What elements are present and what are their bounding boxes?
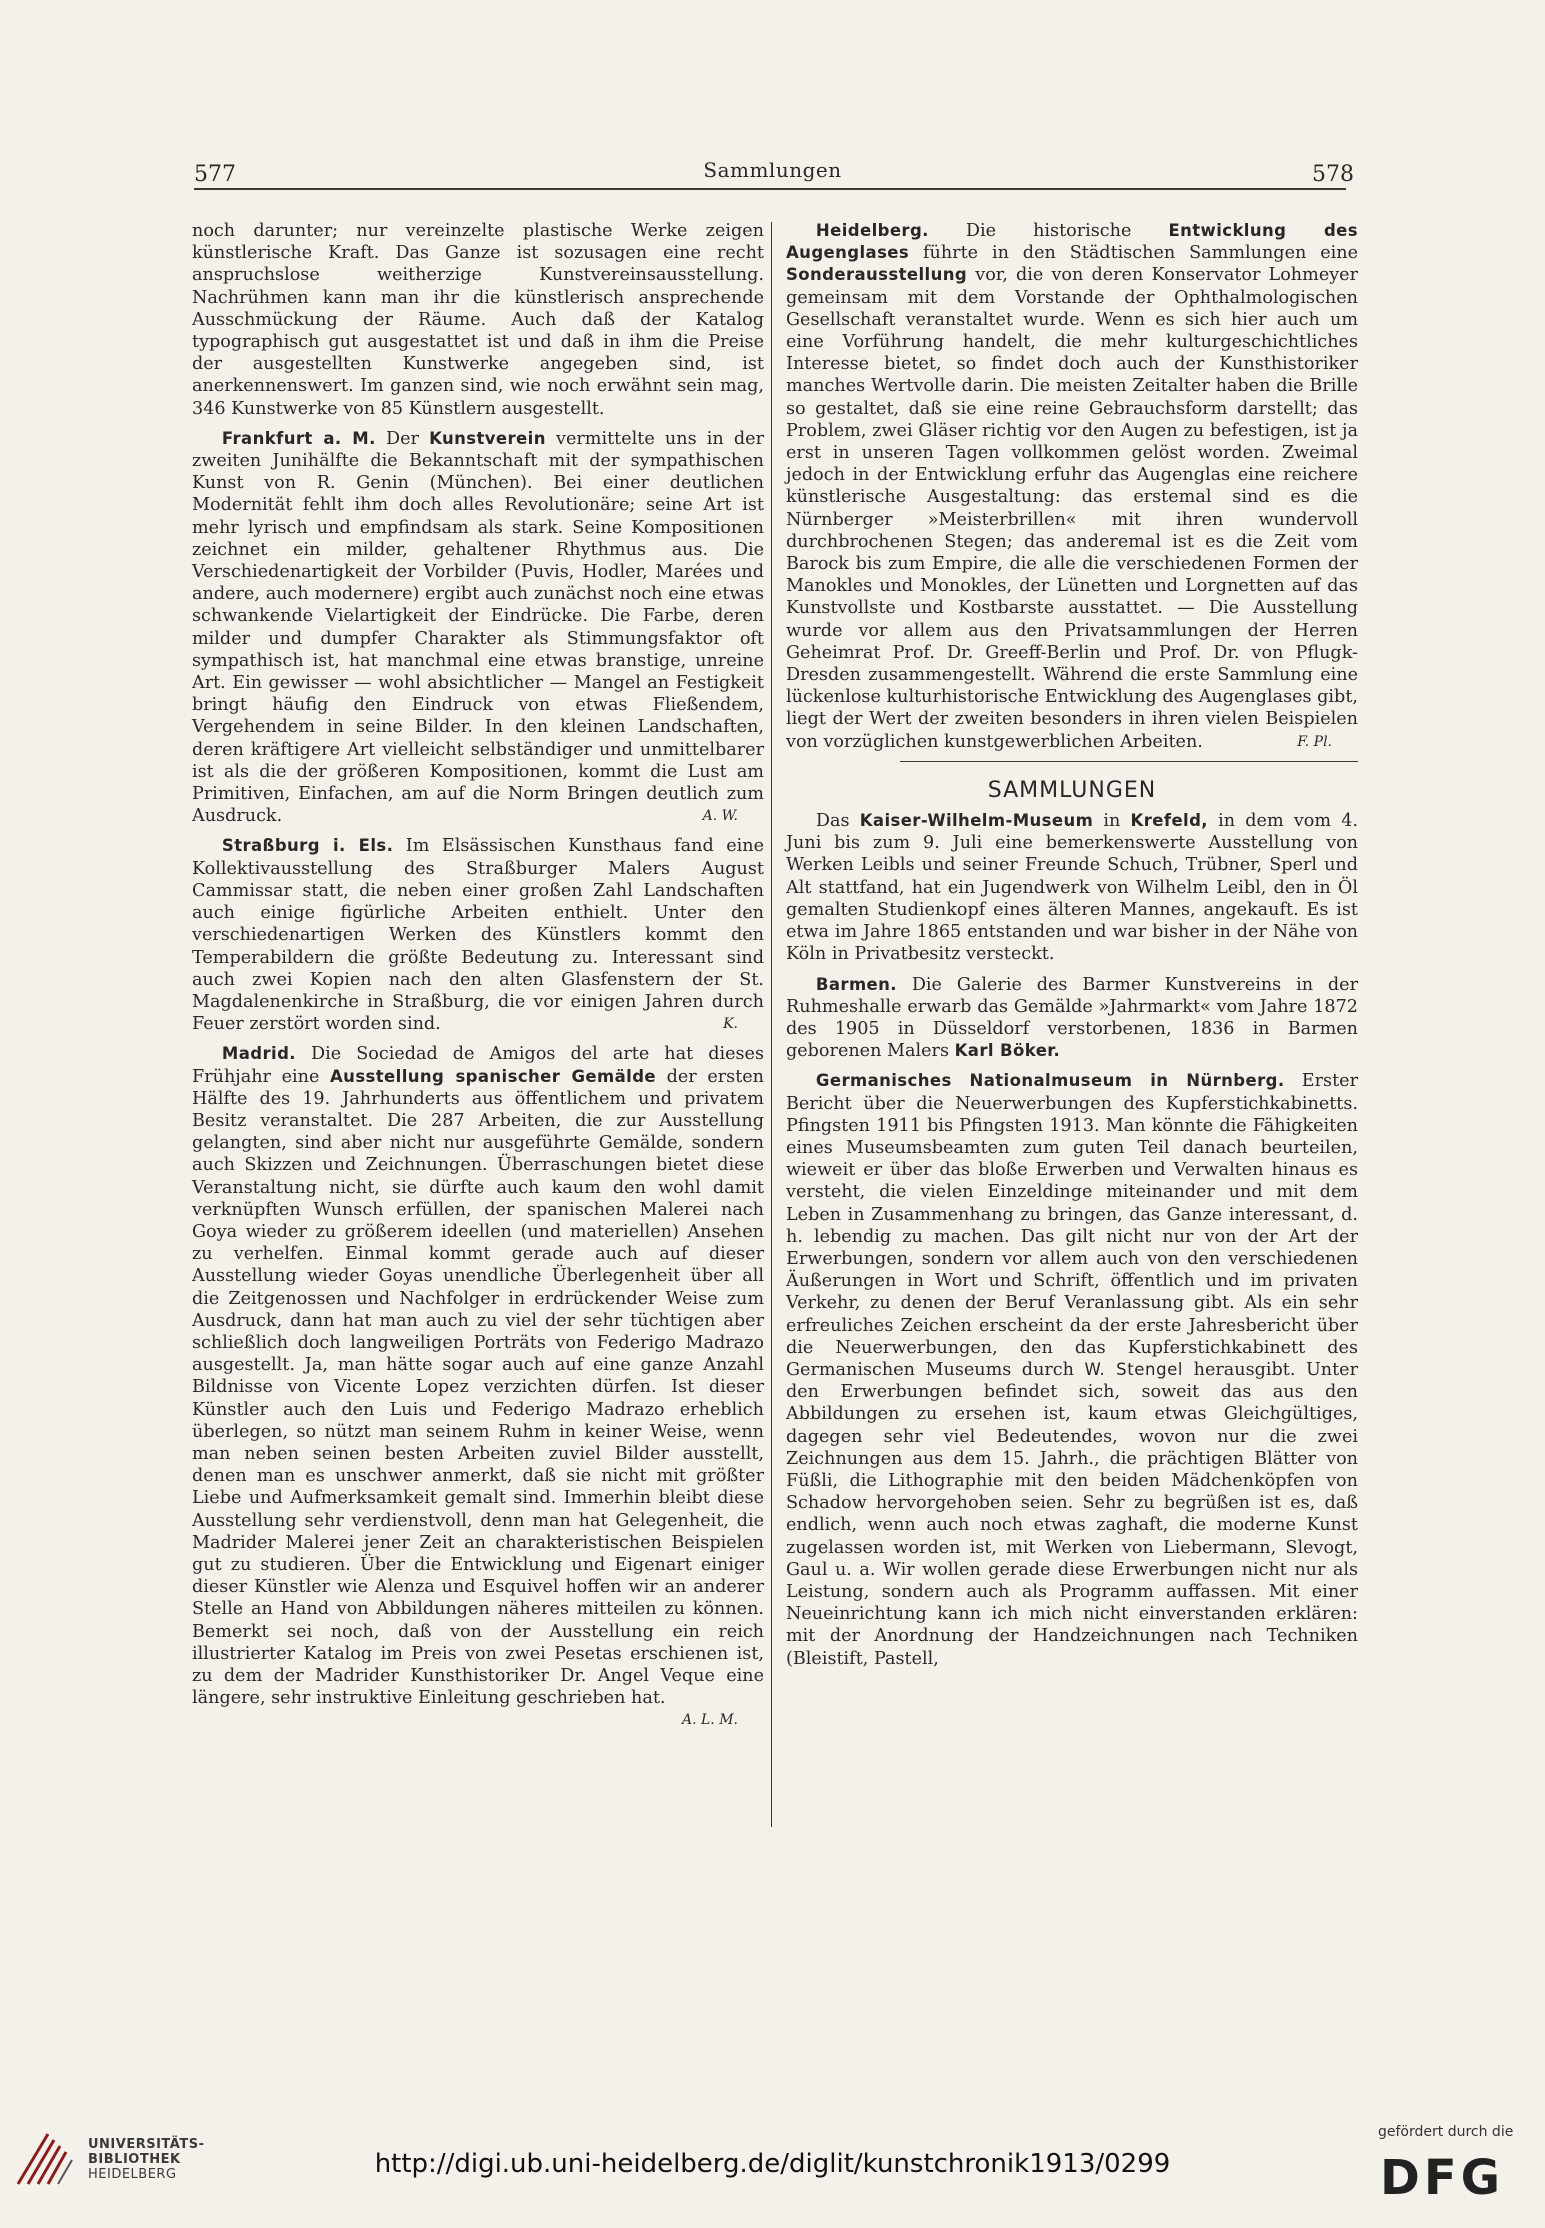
emphasis-stengel: W. Stengel: [1084, 1359, 1184, 1379]
right-column: [786, 220, 1358, 1678]
emphasis-krefeld: Krefeld,: [1130, 811, 1208, 831]
emphasis-augenglas: Entwicklung des Augenglases: [786, 221, 1358, 263]
emphasis-ausstellung: Ausstellung spanischer Gemälde: [330, 1066, 656, 1086]
emphasis-kunstverein: Kunstverein: [429, 428, 546, 448]
paragraph-frankfurt: Frankfurt a. M. Der Kunstverein vermittelte uns in der zweiten Junihälfte die Bekanntschaft mit der sympathischen Kunst von R. Genin (München). Bei einer deutlichen Modernität fehlt ihm doch alles Revolutionäre; seine Art ist mehr lyrisch und empfindsam als stark. Seine Kompositionen zeichnet ein milder, gehaltener Rhythmus aus. Die Verschiedenartigkeit der Vorbilder (Puvis, Hodler, Marées und andere, auch modernere) ergibt auch zunächst noch eine etwas schwankende Vielartigkeit der Eindrücke. Die Farbe, deren milder und dumpfer Charakter als Stimmungsfaktor oft sympathisch ist, hat manchmal eine etwas branstige, unreine Art. Ein gewisser — wohl absichtlicher — Mangel an Festigkeit bringt häufig den Eindruck von etwas Fließendem, Vergehendem in seine Bilder. In den kleinen Landschaften, deren kräftigere Art vielleicht selbständiger und unmittelbarer ist als die der größeren Kompositionen, kommt die Lust am Primitiven, Einfachen, am auf die Norm Bringen deutlich zum Ausdruck. A. W.: [192, 428, 764, 827]
paragraph-barmen: Barmen. Die Galerie des Barmer Kunstvereins in der Ruhmeshalle erwarb das Gemälde »Jahrmarkt« vom Jahre 1872 des 1905 in Düsseldorf verstorbenen, 1836 in Barmen geborenen Malers Karl Böker.: [786, 974, 1358, 1062]
signature-strassburg: K.: [723, 1016, 738, 1033]
heading-strassburg: Straßburg i. Els.: [221, 836, 394, 856]
paragraph-nuernberg: Germanisches Nationalmuseum in Nürnberg. Erster Bericht über die Neuerwerbungen des Kupferstichkabinetts. Pfingsten 1911 bis Pfingsten 1913. Man könnte die Fähigkeiten eines Museumsbeamten zum guten Teil danach beurteilen, wieweit er über das bloße Erwerben und Verwalten hinaus es versteht, die vielen Einzeldinge miteinander und mit dem Leben in Zusammenhang zu bringen, das Ganze interessant, d. h. lebendig zu machen. Das gilt nicht nur von der Art der Erwerbungen, sondern vor allem auch von den verschiedenen Äußerungen in Wort und Schrift, öffentlich und im privaten Verkehr, zu denen der Beruf Veranlassung gibt. Als ein sehr erfreuliches Zeichen erscheint da der erste Jahresbericht über die Neuerwerbungen, den das Kupferstichkabinett des Germanischen Museums durch W. Stengel herausgibt. Unter den Erwerbungen befindet sich, soweit das aus den Abbildungen zu ersehen ist, kaum etwas Gleichgültiges, dagegen sehr viel Bedeutendes, wovon nur die zwei Zeichnungen aus dem 15. Jahrh., die prächtigen Blätter von Füßli, die Lithographie mit den beiden Mädchenköpfen von Schadow hervorgehoben seien. Sehr zu begrüßen ist es, daß endlich, wenn auch noch etwas zaghaft, die moderne Kunst zugelassen worden ist, mit Werken von Liebermann, Slevogt, Gaul u. a. Wir wollen gerade diese Erwerbungen nicht nur als Leistung, sondern auch als Programm auffassen. Mit einer Neueinrichtung kann ich mich nicht einverstanden erklären: mit der Anordnung der Handzeichnungen nach Techniken (Bleistift, Pastell,: [786, 1071, 1358, 1669]
signature-heidelberg: F. Pl.: [1297, 733, 1332, 750]
heading-madrid: Madrid.: [221, 1044, 296, 1064]
signature-madrid: A. L. M.: [682, 1712, 738, 1729]
emphasis-museum: Kaiser-Wilhelm-Museum: [859, 811, 1094, 831]
emphasis-boeker: Karl Böker.: [954, 1041, 1061, 1061]
paragraph-krefeld: Das Kaiser-Wilhelm-Museum in Krefeld, in dem vom 4. Juni bis zum 9. Juli eine bemerkenswerte Ausstellung von Werken Leibls und seiner Freunde Schuch, Trübner, Sperl und Alt stattfand, hat ein Jugendwerk von Wilhelm Leibl, den in Öl gemalten Studienkopf eines älteren Mannes, angekauft. Es ist etwa im Jahre 1865 entstanden und war bisher in der Nähe von Köln in Privatbesitz versteckt.: [786, 811, 1359, 965]
section-title: SAMMLUNGEN: [987, 777, 1157, 803]
funding-label: gefördert durch die: [1378, 2124, 1514, 2140]
signature-frankfurt: A. W.: [702, 808, 738, 825]
emphasis-sonderausstellung: Sonderausstellung: [786, 265, 968, 285]
running-head: Sammlungen: [703, 158, 842, 182]
paragraph-heidelberg: Heidelberg. Die historische Entwicklung des Augenglases führte in den Städtischen Sammlungen eine Sonderausstellung vor, die von deren Konservator Lohmeyer gemeinsam mit dem Vorstande der Ophthalmologischen Gesellschaft veranstaltet wurde. Wenn es sich hier auch um eine Vorführung handelt, die mehr kulturgeschichtliches Interesse bietet, so findet doch auch der Kunsthistoriker manches Wertvolle darin. Die meisten Zeitalter haben die Brille so gestaltet, daß sie eine reine Gebrauchsform darstellt; das Problem, zwei Gläser richtig vor den Augen zu befestigen, ist ja erst in unseren Tagen vollkommen gelöst worden. Zweimal jedoch in der Entwicklung erfuhr das Augenglas eine reichere künstlerische Ausgestaltung: das erstemal sind es die Nürnberger »Meisterbrillen« mit ihren wundervoll durchbrochenen Stegen; das anderemal ist es die Zeit vom Barock bis zum Empire, die alle die verschiedenen Formen der Manokles und Monokles, der Lünetten und Lorgnetten auf das Kunstvollste und Kostbarste ausstattet. — Die Ausstellung wurde vor allem aus den Privatsammlungen der Herren Geheimrat Prof. Dr. Greeff-Berlin und Prof. Dr. von Pflugk-Dresden zusammengestellt. Während die erste Sammlung eine lückenlose kulturhistorische Entwicklung des Augenglases gibt, liegt der Wert der zweiten besonders in ihren vielen Beispielen von vorzüglichen kunstgewerblichen Arbeiten. F. Pl.: [786, 221, 1358, 752]
column-divider: [771, 222, 772, 1827]
header-rule: [194, 188, 1346, 190]
heading-frankfurt: Frankfurt a. M.: [221, 428, 376, 448]
paragraph-intro: noch darunter; nur vereinzelte plastische Werke zeigen künstlerische Kraft. Das Ganze ist sozusagen eine recht anspruchslose weitherzige Kunstvereinsausstellung. Nachrühmen kann man ihr die künstlerisch ansprechende Ausschmückung der Räume. Auch daß der Katalog typographisch gut ausgestattet ist und daß in ihm die Preise der ausgestellten Kunstwerke angegeben sind, ist anerkennenswert. Im ganzen sind, wie noch erwähnt sein mag, 346 Kunstwerke von 85 Künstlern ausgestellt.: [192, 221, 764, 419]
dfg-logo: DFG: [1380, 2150, 1505, 2206]
paragraph-strassburg: Straßburg i. Els. Im Elsässischen Kunsthaus fand eine Kollektivausstellung des Straßburger Malers August Cammissar statt, die neben einer großen Zahl Landschaften auch einige figürliche Arbeiten enthielt. Unter den verschiedenartigen Werken des Künstlers kommt den Temperabildern die größte Bedeutung zu. Interessant sind auch zwei Kopien nach den alten Glasfenstern der St. Magdalenenkirche in Straßburg, die vor einigen Jahren durch Feuer zerstört worden sind. K.: [192, 836, 764, 1035]
page-number-right: 578: [1312, 162, 1354, 187]
left-column: [192, 220, 764, 1732]
heading-heidelberg: Heidelberg.: [815, 221, 929, 240]
page-number-left: 577: [194, 162, 236, 187]
heading-nuernberg: Germanisches Nationalmuseum in Nürnberg.: [815, 1071, 1285, 1091]
heading-barmen: Barmen.: [815, 974, 897, 994]
paragraph-madrid: Madrid. Die Sociedad de Amigos del arte hat dieses Frühjahr eine Ausstellung spanischer Gemälde der ersten Hälfte des 19. Jahrhunderts aus öffentlichem und privatem Besitz veranstaltet. Die 287 Arbeiten, die zur Ausstellung gelangten, sind aber nicht nur ausgeführte Gemälde, sondern auch Skizzen und Zeichnungen. Überraschungen bietet diese Veranstaltung nicht, sie dürfte auch kaum den wohl damit verknüpften Wunsch erfüllen, der spanischen Malerei nach Goya wieder zu größerem ideellen (und materiellen) Ansehen zu verhelfen. Einmal kommt gerade auch auf dieser Ausstellung wieder Goyas unendliche Überlegenheit über all die Zeitgenossen und Nachfolger in erdrückender Weise zum Ausdruck, dann hat man auch zu viel der sehr tüchtigen aber schließlich doch langweiligen Porträts von Federigo Madrazo ausgestellt. Ja, man hätte sogar auch auf eine ganze Anzahl Bildnisse von Vicente Lopez verzichten dürfen. Ist dieser Künstler auch den Luis und Federigo Madrazo erheblich überlegen, so nützt man seinem Ruhm in keiner Weise, wenn man neben seinen besten Arbeiten zuviel Bilder ausstellt, denen man es unschwer anmerkt, daß sie nicht mit größter Liebe und Aufmerksamkeit gemalt sind. Immerhin bleibt diese Ausstellung sehr verdienstvoll, denn man hat Gelegenheit, die Madrider Malerei jener Zeit an charakteristischen Beispielen gut zu studieren. Über die Entwicklung und Eigenart einiger dieser Künstler wie Alenza und Esquivel hoffen wir an anderer Stelle an Hand von Abbildungen näheres mitteilen zu können. Bemerkt sei noch, daß von der Ausstellung ein reich illustrierter Katalog im Preis von zwei Pesetas erschienen ist, zu dem der Madrider Kunsthistoriker Dr. Angel Veque eine längere, sehr instruktive Einleitung geschrieben hat. A. L. M.: [192, 1043, 764, 1709]
source-url-link[interactable]: http://digi.ub.uni-heidelberg.de/diglit/kunstchronik1913/0299: [374, 2149, 1171, 2179]
university-library-name: UNIVERSITÄTS- BIBLIOTHEK HEIDELBERG: [88, 2137, 205, 2182]
section-rule: [900, 761, 1358, 762]
